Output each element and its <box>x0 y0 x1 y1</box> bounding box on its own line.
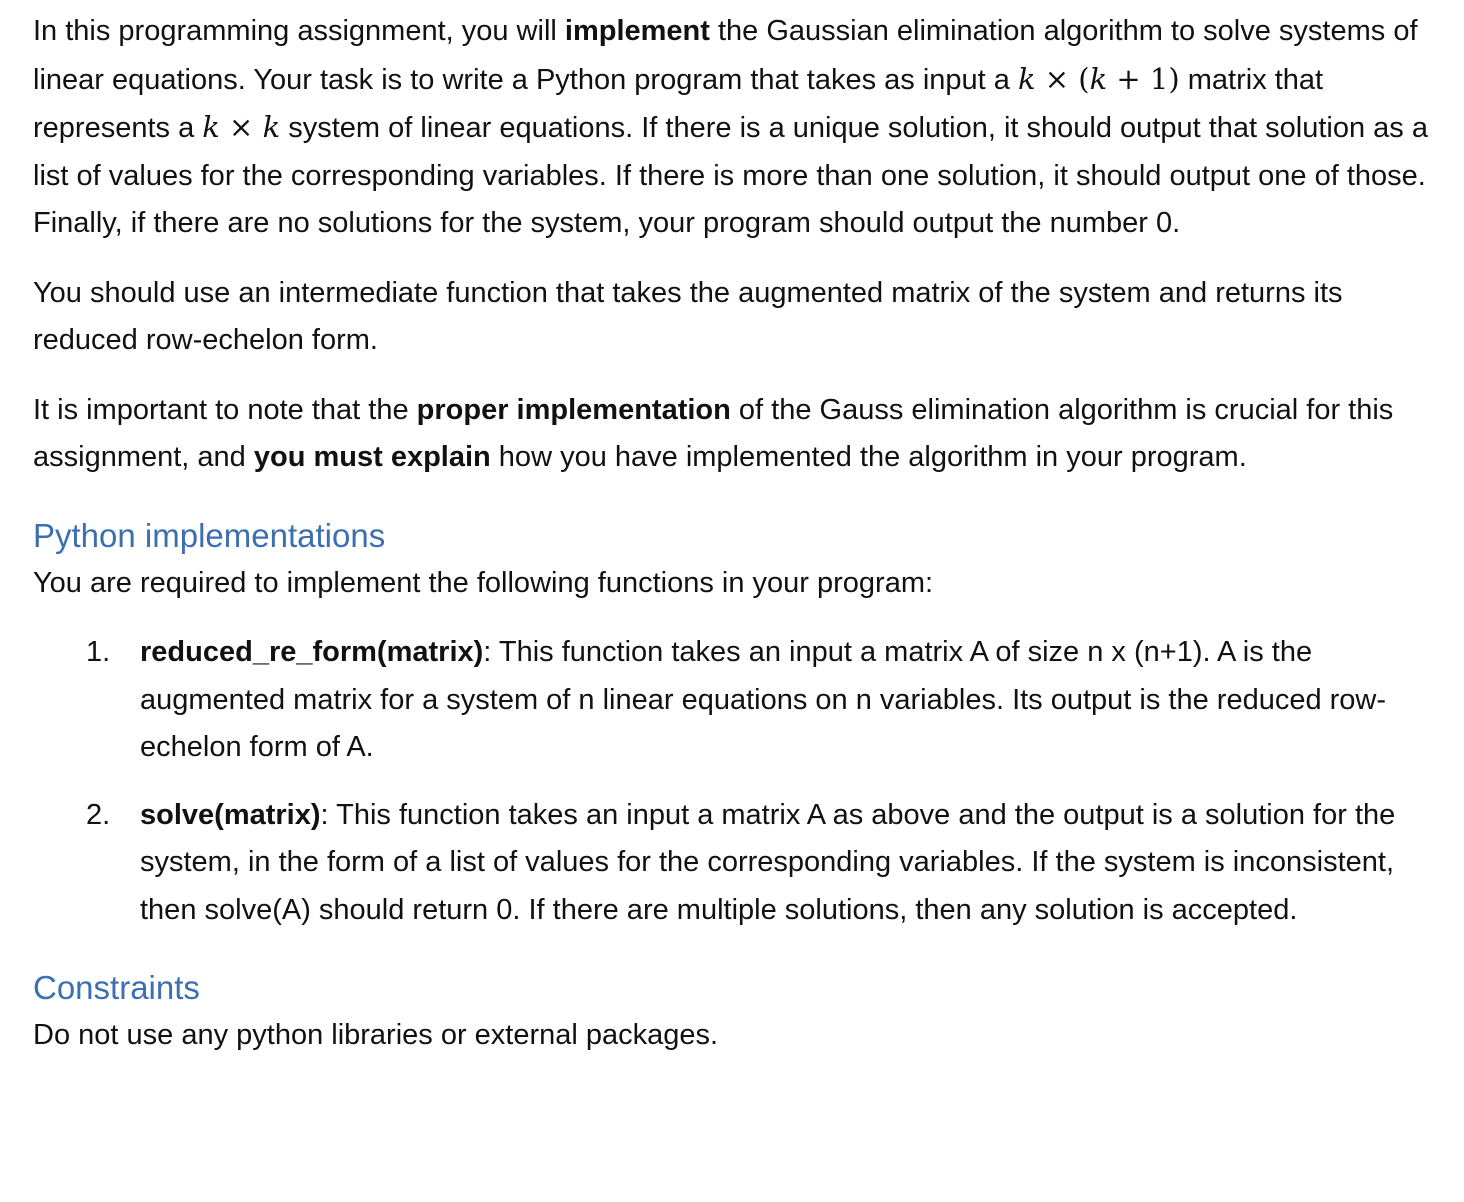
intro-text: system of linear equations. If there is a unique solution, it should output that solution as a list of values for the corresponding variables. If there is more than one solution, it should output one of those. Finally, if there are no solutions for the system, your program should output the number 0. <box>33 112 1428 239</box>
python-implementations-heading: Python implementations <box>33 516 386 554</box>
function-list <box>33 629 1433 934</box>
document-page <box>33 8 1433 1060</box>
function-description: : This function takes an input a matrix A of size n x (n+1). A is the augmented matrix for a system of n linear equations on n variables. Its output is the reduced row-echelon form of A. <box>140 636 1387 763</box>
constraints-section <box>33 964 1433 1060</box>
intro-paragraph-2: You should use an intermediate function that takes the augmented matrix of the system and returns its reduced row-echelon form. <box>33 276 1343 356</box>
constraints-text: Do not use any python libraries or external packages. <box>33 1019 719 1051</box>
list-number: 1. <box>86 636 111 668</box>
function-description: : This function takes an input a matrix A as above and the output is a solution for the system, in the form of a list of values for the corresponding variables. If the system is inconsistent, then solve(A) should return 0. If there are multiple solutions, then any solution is accepted. <box>140 798 1396 926</box>
function-name: reduced_re_form(matrix) <box>140 636 484 668</box>
intro-paragraph-1 <box>33 8 1433 248</box>
implement-bold: implement <box>564 15 710 47</box>
python-implementations-intro: You are required to implement the following functions in your program: <box>33 566 934 599</box>
intro-paragraph-3: It is important to note that the proper implementation of the Gauss elimination algorithm is crucial for this assignment, and you must explain how you have implemented the algorithm in your program. <box>33 393 1394 473</box>
you-must-explain-bold: you must explain <box>253 441 491 473</box>
function-name: solve(matrix) <box>140 798 321 831</box>
proper-implementation-bold: proper implementation <box>416 393 731 426</box>
matrix-size-math: k × (k + 1) <box>1017 61 1180 96</box>
intro-text: the Gaussian elimination algorithm to solve systems of linear equations. Your task is to write a Python program that takes as input a <box>33 15 1418 96</box>
intro-text: matrix that represents a <box>33 63 1324 144</box>
list-item <box>33 629 1433 772</box>
python-implementations-section <box>33 512 1433 935</box>
intro-text: In this programming assignment, you will <box>33 15 565 47</box>
constraints-heading: Constraints <box>33 969 200 1006</box>
list-item <box>33 792 1433 935</box>
list-number: 2. <box>86 798 111 831</box>
system-size-math: k × k <box>202 110 281 144</box>
